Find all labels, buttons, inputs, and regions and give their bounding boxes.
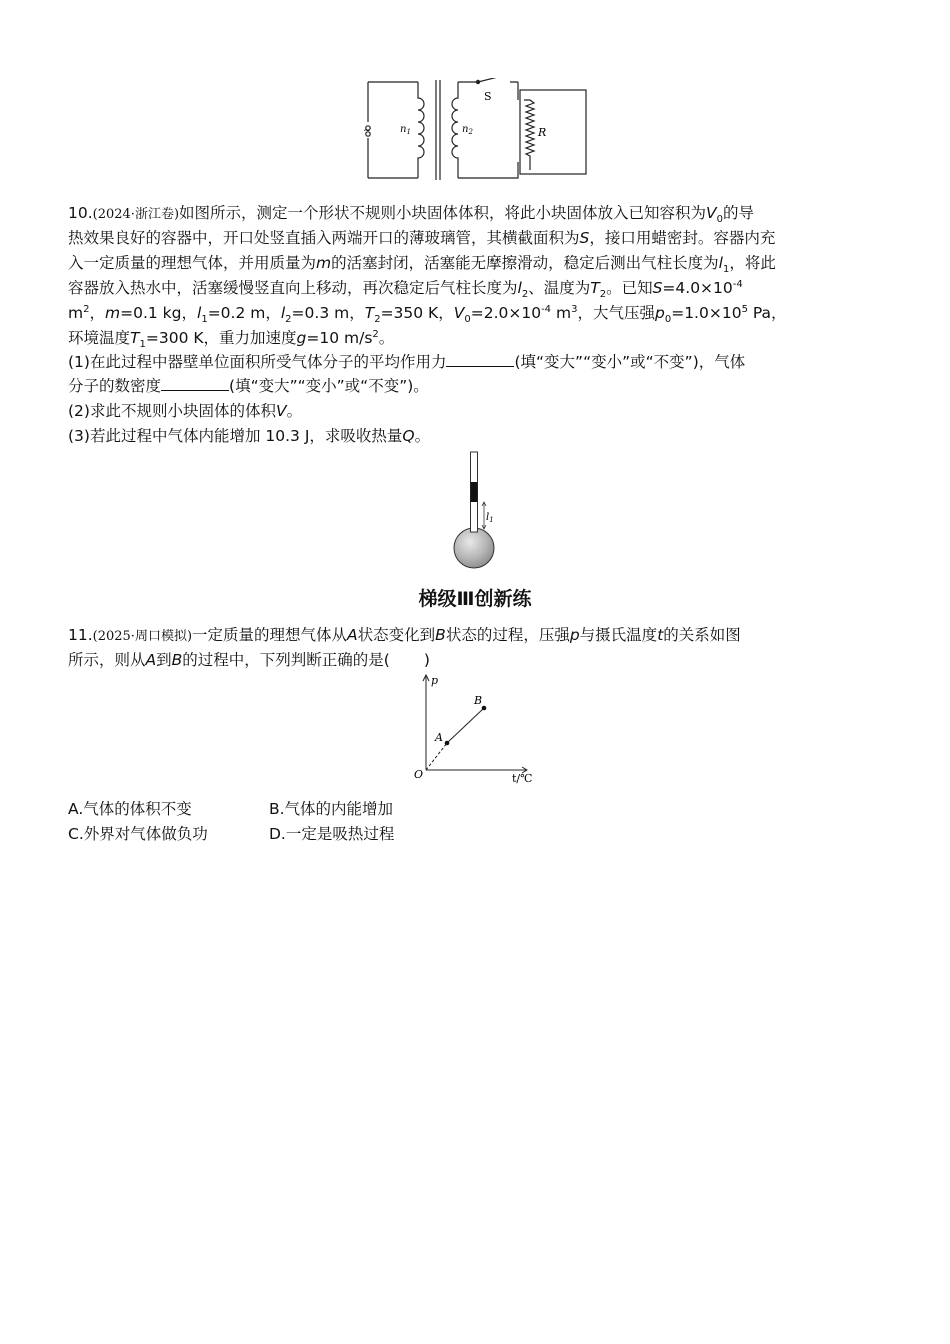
q11-options-row-1 [68, 797, 393, 821]
option-a[interactable]: A.气体的体积不变 [68, 800, 192, 818]
gas-column-length-label: $l_1$ [486, 512, 494, 524]
q10-source: (2024·浙江卷) [92, 207, 180, 222]
q11-line-1: 11.(2025·周口模拟)一定质量的理想气体从A状态变化到B状态的过程，压强p与摄氏温度t的关系如图 [68, 626, 741, 644]
q10-number: 10. [68, 204, 93, 222]
q10-line-2: 热效果良好的容器中，开口处竖直插入两端开口的薄玻璃管，其横截面积为S，接口用蜡密封。容器内充 [68, 229, 776, 247]
q11-number: 11. [68, 626, 93, 644]
option-d[interactable]: D.一定是吸热过程 [269, 825, 395, 843]
answer-blank-force[interactable] [446, 352, 514, 367]
option-c[interactable]: C.外界对气体做负功 [68, 825, 208, 843]
primary-turns-label: $n_1$ [400, 124, 411, 136]
point-a-label: A [435, 731, 443, 744]
container-with-glass-tube-figure [448, 450, 502, 572]
origin-label: O [414, 768, 424, 781]
q10-line-1: 10.(2024·浙江卷)如图所示，测定一个形状不规则小块固体体积，将此小块固体放入已知容积为$V_0$的导 [68, 204, 755, 226]
resistor-label: R [538, 126, 547, 139]
option-b[interactable]: B.气体的内能增加 [269, 800, 394, 818]
q10-line-3: 入一定质量的理想气体，并用质量为m的活塞封闭，活塞能无摩擦滑动，稳定后测出气柱长度为$l_1$，将此 [68, 254, 776, 276]
switch-label: S [484, 90, 492, 103]
container-bulb [454, 528, 494, 568]
process-line-ab [447, 708, 484, 743]
transformer-circuit-figure [360, 78, 592, 184]
q11-line-2: 所示，则从A到B的过程中，下列判断正确的是( ) [68, 651, 430, 669]
section-heading: 梯级Ⅲ创新练 [418, 588, 532, 610]
q11-source: (2025·周口模拟) [92, 629, 193, 644]
q10-part-1: (1)在此过程中器壁单位面积所受气体分子的平均作用力 (填“变大”“变小”或“不变”)，气体 [68, 353, 746, 371]
q11-options-row-2 [68, 822, 394, 846]
point-a [445, 741, 450, 746]
q10-part-2: (2)求此不规则小块固体的体积V。 [68, 402, 303, 420]
q10-part-3: (3)若此过程中气体内能增加 10.3 J，求吸收热量Q。 [68, 427, 431, 445]
piston [471, 482, 478, 502]
q10-line-6: 环境温度$T_1=300$ K，重力加速度g=10 $m/s^2$。 [68, 328, 395, 351]
ac-source-symbol: ~ [363, 126, 371, 136]
q10-part-1-cont: 分子的数密度 (填“变大”“变小”或“不变”)。 [68, 377, 429, 395]
t-axis-label: t/℃ [512, 772, 533, 784]
answer-blank-density[interactable] [161, 376, 229, 391]
point-b [482, 706, 487, 711]
extension-dashed-line [426, 743, 447, 770]
p-axis-label: p [431, 674, 439, 687]
q10-line-4: 容器放入热水中，活塞缓慢竖直向上移动，再次稳定后气柱长度为$l_2$、温度为$T_2$。已知$S=4.0\times 10^{-4}$ [68, 278, 743, 301]
pressure-temperature-graph [408, 672, 538, 784]
q10-line-5: $m^2$，m=0.1 kg，$l_1=0.2$ m，$l_2=0.3$ m，$T_2=350$ K，$V_0=2.0\times 10^{-4}$ $m^3$，大气压强$p_0=1.0\times 10^5$ Pa， [68, 303, 787, 326]
point-b-label: B [474, 694, 483, 707]
secondary-turns-label: $n_2$ [462, 124, 473, 136]
